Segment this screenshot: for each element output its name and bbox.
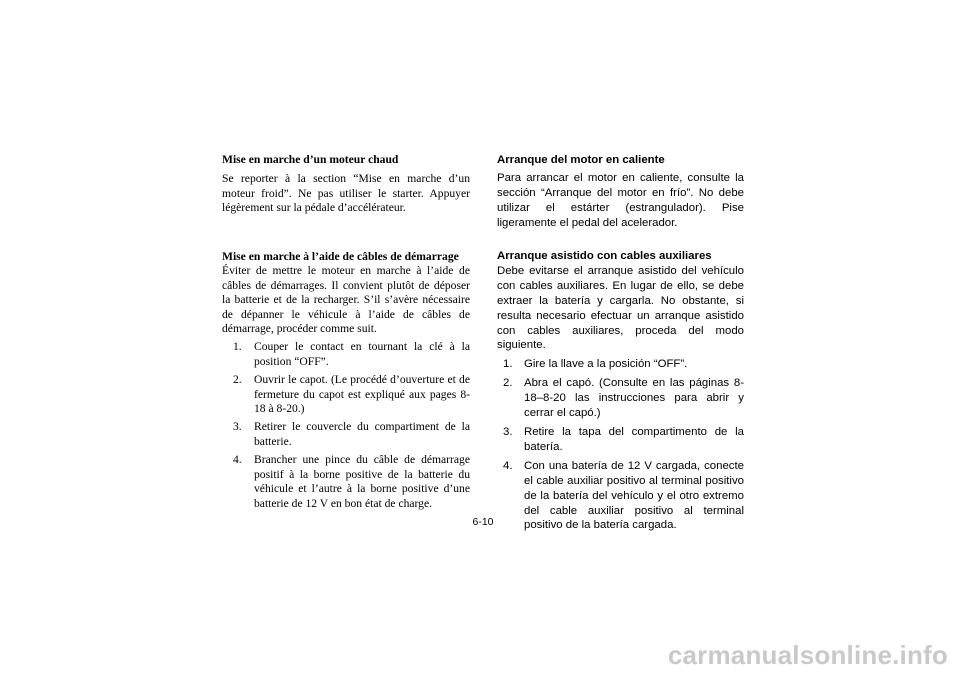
section-body: Se reporter à la section “Mise en marche d’un moteur froid”. Ne pas utiliser le starter. Appuyer légèrement sur la pédale d’accélérateur. — [222, 172, 470, 215]
section-body: Éviter de mettre le moteur en marche à l’aide de câbles de démarrages. Il convient plutôt de déposer la batterie et de la recharger. S’il s’avère nécessaire de dépanner le véhicule à l’aide de câbles de démarrage, procéder comme suit. — [222, 264, 470, 336]
section-body: Debe evitarse el arranque asistido del vehículo con cables auxiliares. En lugar de ello, se debe extraer la batería y cargarla. No obstante, si resulta necesario efectuar un arranque asistido con cables auxiliares, proceda del modo siguiente. — [497, 264, 744, 352]
watermark: carmanualsonline.info — [667, 640, 948, 670]
list-item — [222, 340, 470, 369]
list-item — [222, 420, 470, 449]
spanish-section-warm-start — [497, 153, 744, 231]
step-text: Retire la tapa del compartimento de la batería. — [524, 425, 744, 453]
step-text: Abra el capó. (Consulte en las páginas 8-18–8-20 las instrucciones para abrir y cerrar el capó.) — [524, 377, 744, 420]
step-text: Retirer le couvercle du compartiment de la batterie. — [254, 420, 470, 448]
step-number: 3. — [503, 425, 513, 438]
step-text: Brancher une pince du câble de démarrage positif à la borne positive de la batterie du véhicule et l’autre à la borne positive d’une batterie de 12 V en bon état de charge. — [254, 453, 470, 510]
list-item — [497, 376, 744, 421]
list-item — [497, 459, 744, 534]
section-heading: Arranque del motor en caliente — [497, 154, 665, 166]
section-heading: Mise en marche à l’aide de câbles de démarrage — [222, 250, 459, 263]
section-body: Para arrancar el motor en caliente, consulte la sección “Arranque del motor en frío”. No debe utilizar el estárter (estrangulador). Pise ligeramente el pedal del acelerador. — [497, 171, 744, 229]
step-text: Ouvrir le capot. (Le procédé d’ouverture et de fermeture du capot est expliqué aux pages 8-18 à 8-20.) — [254, 373, 470, 416]
list-item — [222, 453, 470, 511]
step-number: 4. — [233, 453, 242, 467]
steps-list — [497, 357, 744, 533]
list-item — [497, 425, 744, 455]
steps-list — [222, 340, 470, 510]
section-heading: Arranque asistido con cables auxiliares — [497, 250, 712, 262]
page-number: 6-10 — [472, 516, 494, 528]
step-text: Couper le contact en tournant la clé à la position “OFF”. — [254, 340, 470, 368]
step-text: Gire la llave a la posición “OFF”. — [524, 358, 688, 371]
list-item — [497, 357, 744, 372]
french-section-jump-start — [222, 250, 470, 511]
step-number: 1. — [233, 340, 242, 354]
step-number: 2. — [503, 377, 513, 390]
section-heading: Mise en marche d’un moteur chaud — [222, 153, 399, 166]
step-number: 2. — [233, 373, 242, 387]
list-item — [222, 373, 470, 416]
step-number: 1. — [503, 358, 513, 371]
french-section-warm-start — [222, 153, 470, 216]
step-text: Con una batería de 12 V cargada, conecte el cable auxiliar positivo al terminal positivo de la batería del vehículo y el otro extremo del cable auxiliar positivo al terminal positivo de la batería cargada. — [524, 459, 744, 532]
step-number: 4. — [503, 459, 513, 472]
spanish-section-jump-start — [497, 249, 744, 533]
step-number: 3. — [233, 420, 242, 434]
